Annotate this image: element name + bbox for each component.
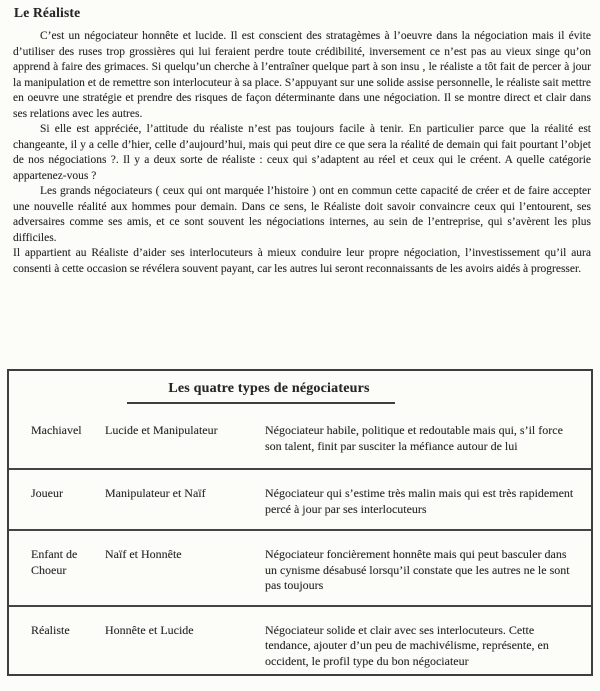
table-row-realiste — [9, 605, 591, 675]
negotiator-traits-cell: Lucide et Manipulateur — [105, 423, 218, 437]
negotiator-name-cell: Enfant de Choeur — [31, 547, 78, 577]
negotiator-description-cell: Négociateur foncièrement honnête mais qui peut basculer dans un cynisme désabusé lorsqu’il constate que les autres ne le sont pas toujours — [265, 547, 570, 592]
negotiator-description-cell: Négociateur habile, politique et redoutable mais qui, s’il force son talent, finit par susciter la méfiance autour de lui — [265, 423, 563, 453]
negotiator-traits-cell: Manipulateur et Naïf — [105, 486, 206, 500]
body-paragraph: Les grands négociateurs ( ceux qui ont marquée l’histoire ) ont en commun cette capacité de créer et de faire accepter une nouvelle réalité aux hommes pour demain. Dans ce sens, le Réaliste doit savoir convaincre ceux qui l’entourent, ses adversaires comme ses amis, et ce sont souvent les négociations internes, au sein de l’entreprise, qui s’avèrent les plus difficiles. — [13, 185, 591, 244]
document-heading: Le Réaliste — [14, 5, 81, 20]
body-paragraph: Si elle est appréciée, l’attitude du réaliste n’est pas toujours facile à tenir. En particulier parce que la réalité est changeante, il y a celle d’hier, celle d’aujourd’hui, mais qui peut dire ce que sera la réalité de demain qui fait pourtant l’objet de nos négociations ?. Il y a deux sorte de réaliste : ceux qui s’adaptent au réel et ceux qui le créent. A quelle catégorie appartenez-vous ? — [13, 123, 591, 182]
body-paragraph: C’est un négociateur honnête et lucide. Il est conscient des stratagèmes à l’oeuvre dans la négociation mais il évite d’utiliser des ruses trop grossières qui lui feraient perdre toute crédibilité, inversement ce n’est pas au vieux singe qu’on apprend à faire des grimaces. Si quelqu’un cherche à l’entraîner quelque part à son insu , le réaliste a tôt fait de percer à jour la manipulation et de remettre son interlocuteur à sa place. S’appuyant sur une solide assise personnelle, le réaliste sait mettre en oeuvre une stratégie et prendre des risques de façon déterminante dans une négociation. Il se montre direct et clair dans ses relations avec les autres. — [13, 30, 591, 120]
negotiator-description-cell: Négociateur solide et clair avec ses interlocuteurs. Cette tendance, ajouter d’un peu de machivélisme, représente, en occident, le profil type du bon négociateur — [265, 622, 549, 668]
article — [13, 29, 591, 277]
body-text-block — [0, 5, 600, 277]
table-title-area — [9, 371, 591, 404]
table-row-machiavel — [9, 404, 591, 468]
table-row-enfant-de-choeur — [9, 529, 591, 605]
negotiator-name-cell: Joueur — [31, 486, 63, 500]
table-title: Les quatre types de négociateurs — [168, 381, 370, 396]
body-paragraph: Il appartient au Réaliste d’aider ses interlocuteurs à mieux conduire leur propre négociation, l’investissement qu’il aura consenti à cette occasion se révélera souvent payant, car les autres lui seront reconnaissants de les avoirs aidés à progresser. — [13, 247, 591, 275]
negotiator-description-cell: Négociateur qui s’estime très malin mais qui est très rapidement percé à jour par ses interlocuteurs — [265, 486, 574, 516]
table-row-joueur — [9, 468, 591, 529]
negotiator-types-table — [7, 369, 593, 676]
negotiator-name-cell: Réaliste — [31, 622, 70, 637]
negotiator-traits-cell: Naïf et Honnête — [105, 547, 182, 561]
negotiator-name-cell: Machiavel — [31, 423, 82, 437]
negotiator-traits-cell: Honnête et Lucide — [105, 622, 194, 637]
